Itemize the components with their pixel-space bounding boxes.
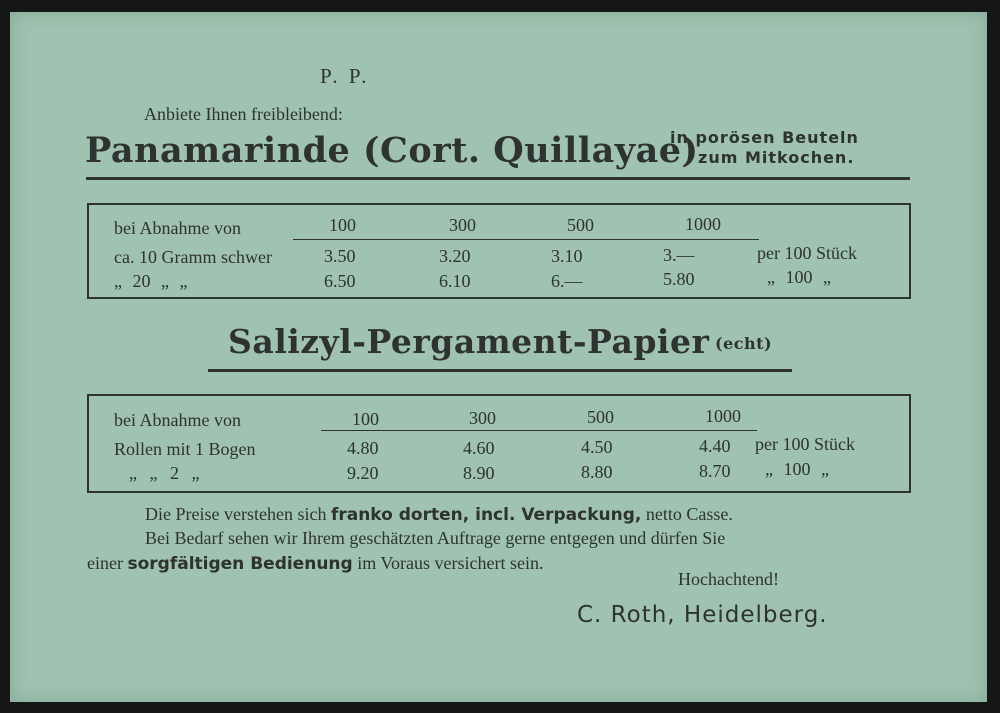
intro-text: Anbiete Ihnen freibleibend: — [144, 104, 343, 124]
product2-title: Salizyl-Pergament-Papier — [228, 322, 710, 361]
product1-title: Panamarinde (Cort. Quillayae) — [85, 130, 699, 171]
table2-row2-suffix: „ 100 „ — [765, 459, 829, 479]
table2-row1-price: 4.50 — [581, 437, 613, 457]
table1-row2-label: „ 20 „ „ — [114, 271, 188, 291]
table2-row1-price: 4.40 — [699, 436, 731, 456]
table2-qty: 100 — [352, 409, 379, 429]
table1-row1-price: 3.10 — [551, 246, 583, 266]
table1-qty: 300 — [449, 215, 476, 235]
table2-row2-label: „ „ 2 „ — [129, 463, 200, 483]
footer-line1-end: netto Casse. — [645, 504, 733, 524]
table2-qty: 300 — [469, 408, 496, 428]
table1-qty: 1000 — [685, 214, 721, 234]
product2-underline — [208, 369, 792, 372]
table1-row2-suffix: „ 100 „ — [767, 267, 831, 287]
product1-underline — [86, 177, 910, 180]
table1-row1-price: 3.50 — [324, 246, 356, 266]
table2-qty: 1000 — [705, 406, 741, 426]
footer-line3-bold: sorgfältigen Bedienung — [127, 554, 353, 574]
table1-header-label: bei Abnahme von — [114, 218, 241, 238]
pp-mark: P. P. — [320, 64, 370, 88]
table1-row2-price: 6.— — [551, 271, 583, 291]
product1-note-line1: in porösen Beuteln — [670, 128, 859, 147]
table2-row1-price: 4.80 — [347, 438, 379, 458]
table1-row1-price: 3.20 — [439, 246, 471, 266]
table2-row2-price: 9.20 — [347, 463, 379, 483]
table2-header-label: bei Abnahme von — [114, 410, 241, 430]
price-table-1 — [87, 203, 911, 299]
table1-header-rule — [293, 239, 759, 240]
table1-qty: 100 — [329, 215, 356, 235]
table2-row2-price: 8.80 — [581, 462, 613, 482]
table1-row2-price: 5.80 — [663, 269, 695, 289]
footer-line1 — [145, 504, 733, 525]
footer-line1-start: Die Preise verstehen sich — [145, 504, 327, 524]
footer-line3-end: im Voraus versichert sein. — [357, 553, 544, 573]
table1-row1-price: 3.— — [663, 245, 695, 265]
table1-row1-suffix: per 100 Stück — [757, 243, 857, 263]
table2-row2-price: 8.90 — [463, 463, 495, 483]
table1-row1-label: ca. 10 Gramm schwer — [114, 247, 272, 267]
price-list-card — [10, 12, 987, 702]
table2-qty: 500 — [587, 407, 614, 427]
table1-row2-price: 6.10 — [439, 271, 471, 291]
table1-qty: 500 — [567, 215, 594, 235]
table2-row1-label: Rollen mit 1 Bogen — [114, 439, 256, 459]
footer-line3 — [87, 553, 544, 574]
product2-note: (echt) — [715, 334, 773, 353]
table2-header-rule — [321, 430, 757, 431]
table1-row2-price: 6.50 — [324, 271, 356, 291]
footer-line1-bold: franko dorten, incl. Verpackung, — [330, 505, 642, 525]
price-table-2 — [87, 394, 911, 493]
footer-line3-start: einer — [87, 553, 123, 573]
table2-row1-price: 4.60 — [463, 438, 495, 458]
table2-row2-price: 8.70 — [699, 461, 731, 481]
closing-text: Hochachtend! — [678, 569, 779, 589]
table2-row1-suffix: per 100 Stück — [755, 434, 855, 454]
signature: C. Roth, Heidelberg. — [577, 602, 828, 628]
product1-note-line2: zum Mitkochen. — [698, 148, 855, 167]
footer-line2: Bei Bedarf sehen wir Ihrem geschätzten Auftrage gerne entgegen und dürfen Sie — [145, 528, 726, 548]
